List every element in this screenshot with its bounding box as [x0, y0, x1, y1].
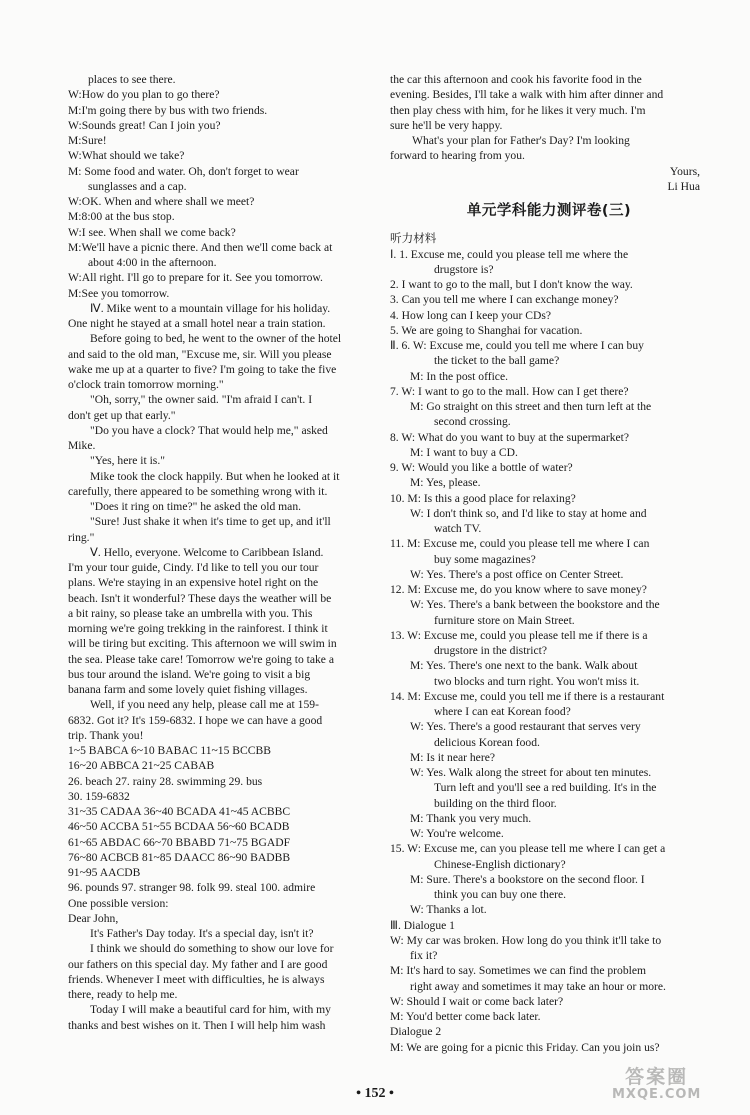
text-line: 13. W: Excuse me, could you please tell me if there is a [390, 628, 648, 642]
text-line: M: Sure. There's a bookstore on the second floor. I [410, 872, 645, 886]
text-line: "Does it ring on time?" he asked the old man. [90, 500, 302, 513]
text-line: It's Father's Day today. It's a special day, isn't it? [90, 927, 314, 940]
text-line: Ⅳ. Mike went to a mountain village for his holiday. [90, 301, 331, 315]
text-line: W:OK. When and where shall we meet? [68, 195, 255, 208]
text-line: our fathers on this special day. My father and I are good [68, 957, 328, 971]
text-line: the sea. Please take care! Tomorrow we're going to take a [68, 652, 334, 666]
text-line: evening. Besides, I'll take a walk with him after dinner and [390, 88, 664, 102]
section-title: 单元学科能力测评卷(三) [466, 203, 632, 219]
text-line: there, ready to help me. [68, 988, 178, 1001]
text-line: 10. M: Is this a good place for relaxing? [390, 491, 576, 505]
text-line: Turn left and you'll see a red building. It's in the [434, 781, 657, 795]
text-line: places to see there. [88, 73, 176, 86]
text-line: M:Sure! [68, 134, 107, 147]
text-line: 5. We are going to Shanghai for vacation. [390, 323, 583, 337]
text-line: 76~80 ACBCB 81~85 DAACC 86~90 BADBB [68, 850, 291, 864]
listening-material [390, 231, 708, 1055]
text-line: 96. pounds 97. stranger 98. folk 99. steal 100. admire [68, 881, 316, 895]
right-column [390, 72, 708, 1055]
text-line: M: Is it near here? [410, 750, 495, 764]
text-line: M: It's hard to say. Sometimes we can find the problem [390, 964, 647, 978]
text-line: 46~50 ACCBA 51~55 BCDAA 56~60 BCADB [68, 820, 290, 834]
text-line: 4. How long can I keep your CDs? [390, 308, 551, 322]
text-line: M: I want to buy a CD. [410, 445, 518, 459]
text-line: Mike. [68, 439, 96, 452]
text-line: delicious Korean food. [434, 735, 540, 749]
text-line: Yours, [669, 164, 700, 178]
text-line: friends. Whenever I meet with difficulties, he is always [68, 972, 325, 986]
text-line: 31~35 CADAA 36~40 BCADA 41~45 ACBBC [68, 805, 291, 818]
text-line: furniture store on Main Street. [434, 613, 575, 627]
text-line: One possible version: [68, 896, 169, 910]
text-line: One night he stayed at a small hotel near a train station. [68, 317, 326, 330]
text-line: don't get up that early." [68, 408, 176, 422]
text-line: 2. I want to go to the mall, but I don't know the way. [390, 278, 633, 291]
text-line: "Oh, sorry," the owner said. "I'm afraid I can't. I [90, 393, 313, 407]
text-line: wake me up at a quarter to five? I'm going to take the five [68, 362, 337, 376]
text-line: 61~65 ABDAC 66~70 BBABD 71~75 BGADF [68, 835, 291, 849]
text-line: o'clock train tomorrow morning." [68, 378, 224, 391]
text-line: M: In the post office. [410, 369, 508, 383]
text-line: plans. We're staying in an expensive hotel right on the [68, 576, 319, 590]
page-number: • 152 • [356, 1086, 394, 1101]
text-line: 1~5 BABCA 6~10 BABAC 11~15 BCCBB [68, 744, 271, 757]
text-line: W: Yes. There's a bank between the bookstore and the [410, 598, 660, 612]
text-line: building on the third floor. [434, 796, 557, 810]
text-line: 8. W: What do you want to buy at the supermarket? [390, 430, 630, 444]
text-line: 15. W: Excuse me, can you please tell me where I can get a [390, 842, 666, 856]
text-line: W: Thanks a lot. [410, 903, 487, 917]
text-line: What's your plan for Father's Day? I'm looking [412, 134, 630, 147]
text-line: watch TV. [434, 522, 482, 535]
text-line: ring." [68, 530, 95, 544]
text-line: second crossing. [434, 415, 511, 429]
text-line: W: Yes. Walk along the street for about ten minutes. [410, 766, 652, 779]
text-line: buy some magazines? [434, 552, 536, 566]
text-line: banana farm and some lovely quiet fishing villages. [68, 683, 308, 696]
text-line: Ⅲ. Dialogue 1 [390, 918, 455, 932]
text-line: 6832. Got it? It's 159-6832. I hope we can have a good [68, 713, 323, 727]
text-line: Well, if you need any help, please call me at 159- [90, 698, 319, 712]
text-line: morning we're going trekking in the rainforest. I think it [68, 622, 328, 635]
text-line: I'm your tour guide, Cindy. I'd like to tell you our tour [68, 561, 319, 574]
text-line: M: You'd better come back later. [390, 1010, 541, 1023]
text-line: W: Yes. There's a post office on Center Street. [410, 567, 624, 581]
text-line: M:See you tomorrow. [68, 286, 170, 300]
text-line: carefully, there appeared to be something wrong with it. [68, 484, 328, 498]
text-line: M: Yes, please. [410, 476, 481, 490]
text-line: 30. 159-6832 [68, 789, 130, 803]
text-line: about 4:00 in the afternoon. [88, 256, 217, 269]
text-line: M: Go straight on this street and then turn left at the [410, 400, 652, 413]
text-line: M: We are going for a picnic this Friday. Can you join us? [390, 1040, 660, 1054]
text-line: W:What should we take? [68, 149, 185, 163]
text-line: W: Yes. There's a good restaurant that serves very [410, 720, 641, 734]
text-line: and said to the old man, "Excuse me, sir. Will you please [68, 347, 332, 361]
text-line: M: Thank you very much. [410, 811, 532, 825]
text-line: 听力材料 [390, 232, 437, 246]
text-line: two blocks and turn right. You won't miss it. [434, 674, 640, 688]
text-line: 16~20 ABBCA 21~25 CABAB [68, 759, 215, 773]
text-line: W:How do you plan to go there? [68, 88, 220, 102]
text-line: W: Should I wait or come back later? [390, 994, 564, 1008]
text-line: Li Hua [667, 179, 700, 193]
text-line: 14. M: Excuse me, could you tell me if there is a restaurant [390, 689, 665, 703]
text-line: thanks and best wishes on it. Then I will help him wash [68, 1018, 326, 1032]
text-line: the ticket to the ball game? [434, 354, 560, 368]
text-line: will be tiring but exciting. This afternoon we will swim in [68, 637, 337, 651]
text-line: Ⅴ. Hello, everyone. Welcome to Caribbean Island. [90, 545, 324, 559]
text-line: Chinese-English dictionary? [434, 857, 566, 871]
text-line: bus tour around the island. We're going to visit a big [68, 667, 311, 681]
text-line: M:8:00 at the bus stop. [68, 210, 175, 224]
text-line: the car this afternoon and cook his favorite food in the [390, 73, 642, 86]
left-column [68, 72, 386, 1033]
text-line: "Sure! Just shake it when it's time to get up, and it'll [90, 515, 331, 529]
watermark-logo [612, 1068, 701, 1104]
text-line: W:I see. When shall we come back? [68, 225, 236, 239]
text-line: 12. M: Excuse me, do you know where to save money? [390, 583, 647, 596]
text-line: right away and sometimes it may take an hour or more. [410, 979, 666, 993]
text-line: 3. Can you tell me where I can exchange money? [390, 293, 619, 307]
text-line: fix it? [410, 949, 438, 962]
text-line: Dialogue 2 [390, 1025, 442, 1039]
text-line: I think we should do something to show our love for [90, 942, 334, 956]
text-line: M:We'll have a picnic there. And then we'll come back at [68, 240, 333, 254]
watermark-url: MXQE.COM [612, 1087, 702, 1102]
text-line: Today I will make a beautiful card for him, with my [90, 1003, 331, 1017]
text-line: drugstore is? [434, 262, 494, 276]
text-line: M: Yes. There's one next to the bank. Walk about [410, 659, 638, 673]
text-line: where I can eat Korean food? [434, 705, 571, 718]
text-line: Ⅰ. 1. Excuse me, could you please tell me where the [390, 247, 629, 261]
letter-ending [390, 72, 708, 194]
text-line: 26. beach 27. rainy 28. swimming 29. bus [68, 774, 263, 788]
text-line: M:I'm going there by bus with two friends. [68, 103, 268, 117]
text-line: beach. Isn't it wonderful? These days the weather will be [68, 591, 332, 605]
text-line: 91~95 AACDB [68, 866, 141, 879]
text-line: Dear John, [68, 911, 119, 925]
text-line: drugstore in the district? [434, 644, 548, 657]
text-line: "Do you have a clock? That would help me," asked [90, 423, 328, 437]
text-line: W:All right. I'll go to prepare for it. See you tomorrow. [68, 271, 323, 285]
text-line: trip. Thank you! [68, 728, 144, 742]
text-line: W: My car was broken. How long do you think it'll take to [390, 933, 662, 947]
text-line: M: Some food and water. Oh, don't forget to wear [68, 164, 299, 178]
text-line: W: I don't think so, and I'd like to stay at home and [410, 506, 647, 520]
text-line: 11. M: Excuse me, could you please tell me where I can [390, 537, 650, 551]
text-line: Ⅱ. 6. W: Excuse me, could you tell me where I can buy [390, 339, 644, 352]
text-line: W:Sounds great! Can I join you? [68, 118, 221, 132]
text-line: sure he'll be very happy. [390, 118, 503, 132]
text-line: sunglasses and a cap. [88, 179, 187, 193]
watermark-text: 答案圈 [625, 1066, 689, 1088]
text-line: Mike took the clock happily. But when he looked at it [90, 469, 340, 483]
text-line: a bit rainy, so please take an umbrella with you. This [68, 606, 313, 620]
text-line: think you can buy one there. [434, 888, 567, 901]
text-line: 9. W: Would you like a bottle of water? [390, 461, 573, 474]
text-line: Before going to bed, he went to the owner of the hotel [90, 332, 342, 346]
text-line: then play chess with him, for he likes it very much. I'm [390, 103, 646, 117]
text-line: 7. W: I want to go to the mall. How can I get there? [390, 384, 629, 398]
text-line: forward to hearing from you. [390, 149, 525, 163]
text-line: "Yes, here it is." [90, 454, 165, 468]
text-line: W: You're welcome. [410, 827, 504, 840]
